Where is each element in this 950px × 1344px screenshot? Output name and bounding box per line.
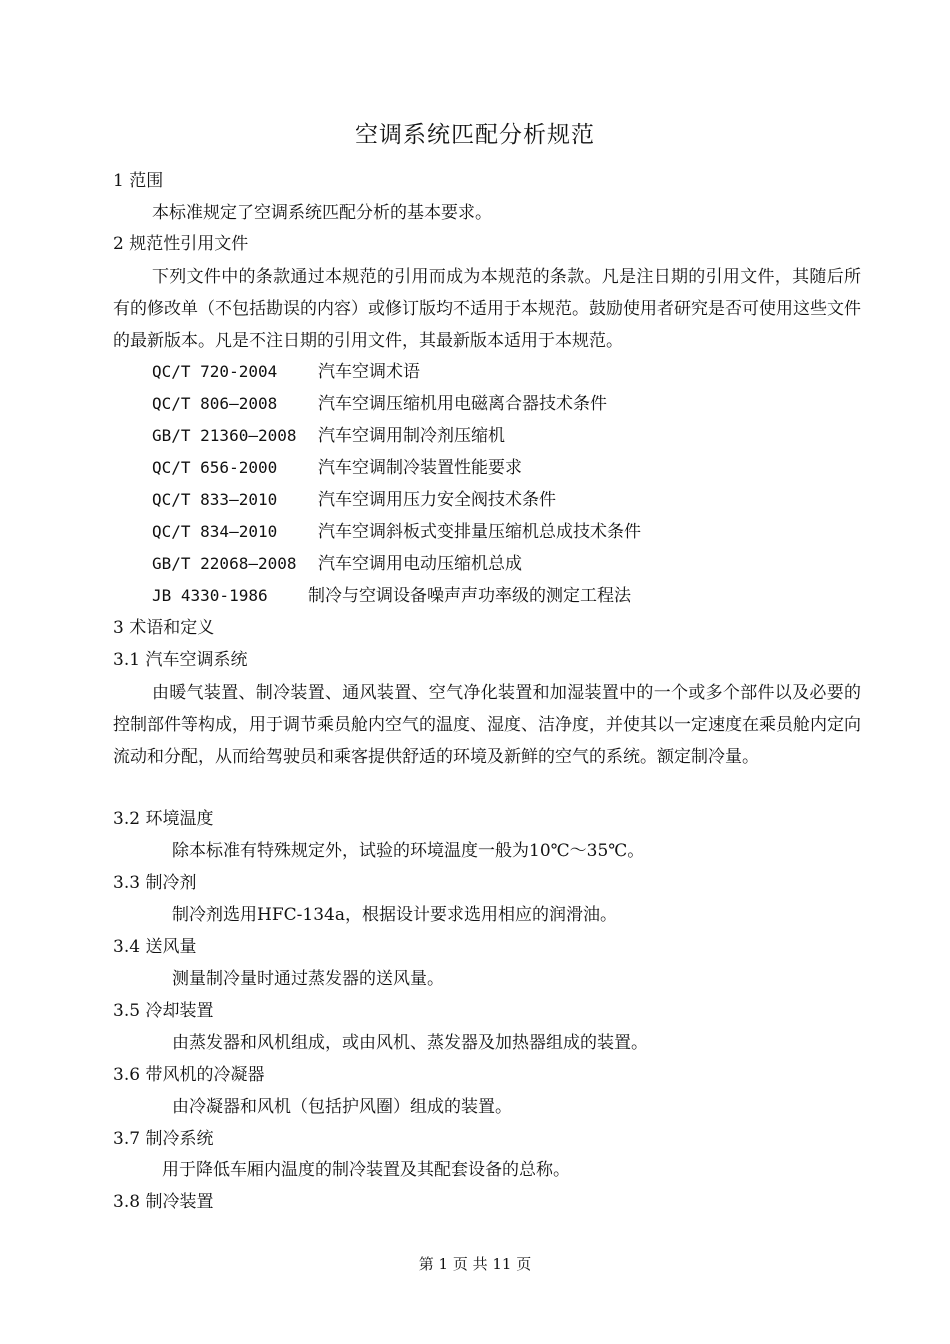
section-3-6-heading: 3.6 带风机的冷凝器 — [113, 1065, 265, 1085]
section-3-1-heading: 3.1 汽车空调系统 — [113, 650, 248, 670]
ref-name: 汽车空调用制冷剂压缩机 — [318, 426, 505, 446]
section-2-text: 下列文件中的条款通过本规范的引用而成为本规范的条款。凡是注日期的引用文件，其随后所有的修改单（不包括勘误的内容）或修订版均不适用于本规范。鼓励使用者研究是否可使用这些文件的最新版本。凡是不注日期的引用文件，其最新版本适用于本规范。 — [113, 267, 861, 351]
ref-name: 汽车空调术语 — [318, 362, 420, 382]
section-3-8-heading: 3.8 制冷装置 — [113, 1192, 214, 1212]
section-3-5-heading: 3.5 冷却装置 — [113, 1001, 214, 1021]
ref-code: QC/T 806—2008 — [152, 394, 278, 413]
ref-name: 汽车空调压缩机用电磁离合器技术条件 — [318, 394, 607, 414]
section-3-heading: 3 术语和定义 — [113, 618, 215, 638]
section-3-6-text: 由冷凝器和风机（包括护风圈）组成的装置。 — [172, 1097, 512, 1117]
ref-code: QC/T 833—2010 — [152, 490, 278, 509]
section-3-1-text: 由暖气装置、制冷装置、通风装置、空气净化装置和加湿装置中的一个或多个部件以及必要的控制部件等构成，用于调节乘员舱内空气的温度、湿度、洁净度，并使其以一定速度在乘员舱内定向流动和分配，从而给驾驶员和乘客提供舒适的环境及新鲜的空气的系统。额定制冷量。 — [113, 683, 861, 767]
document-title: 空调系统匹配分析规范 — [355, 122, 595, 148]
section-3-5-text: 由蒸发器和风机组成，或由风机、蒸发器及加热器组成的装置。 — [172, 1033, 648, 1053]
ref-code: GB/T 21360—2008 — [152, 426, 297, 445]
ref-name: 汽车空调斜板式变排量压缩机总成技术条件 — [318, 522, 641, 542]
section-3-3-heading: 3.3 制冷剂 — [113, 873, 197, 893]
section-3-3-text: 制冷剂选用HFC-134a，根据设计要求选用相应的润滑油。 — [172, 905, 617, 925]
section-3-7-text: 用于降低车厢内温度的制冷装置及其配套设备的总称。 — [162, 1160, 570, 1180]
ref-name: 汽车空调制冷装置性能要求 — [318, 458, 522, 478]
ref-code: QC/T 720-2004 — [152, 362, 278, 381]
section-3-7-heading: 3.7 制冷系统 — [113, 1129, 214, 1149]
section-3-4-heading: 3.4 送风量 — [113, 937, 197, 957]
ref-code: QC/T 834—2010 — [152, 522, 278, 541]
section-2-heading: 2 规范性引用文件 — [113, 234, 249, 254]
ref-name: 制冷与空调设备噪声声功率级的测定工程法 — [308, 586, 631, 606]
ref-name: 汽车空调用电动压缩机总成 — [318, 554, 522, 574]
section-3-4-text: 测量制冷量时通过蒸发器的送风量。 — [172, 969, 444, 989]
section-1-heading: 1 范围 — [113, 171, 164, 191]
page-footer: 第 1 页 共 11 页 — [418, 1255, 532, 1273]
ref-code: QC/T 656-2000 — [152, 458, 278, 477]
section-1-text: 本标准规定了空调系统匹配分析的基本要求。 — [152, 203, 492, 223]
ref-code: JB 4330-1986 — [152, 586, 268, 605]
ref-name: 汽车空调用压力安全阀技术条件 — [318, 490, 556, 510]
section-3-2-text: 除本标准有特殊规定外，试验的环境温度一般为10℃～35℃。 — [172, 841, 645, 861]
ref-code: GB/T 22068—2008 — [152, 554, 297, 573]
section-3-2-heading: 3.2 环境温度 — [113, 809, 214, 829]
